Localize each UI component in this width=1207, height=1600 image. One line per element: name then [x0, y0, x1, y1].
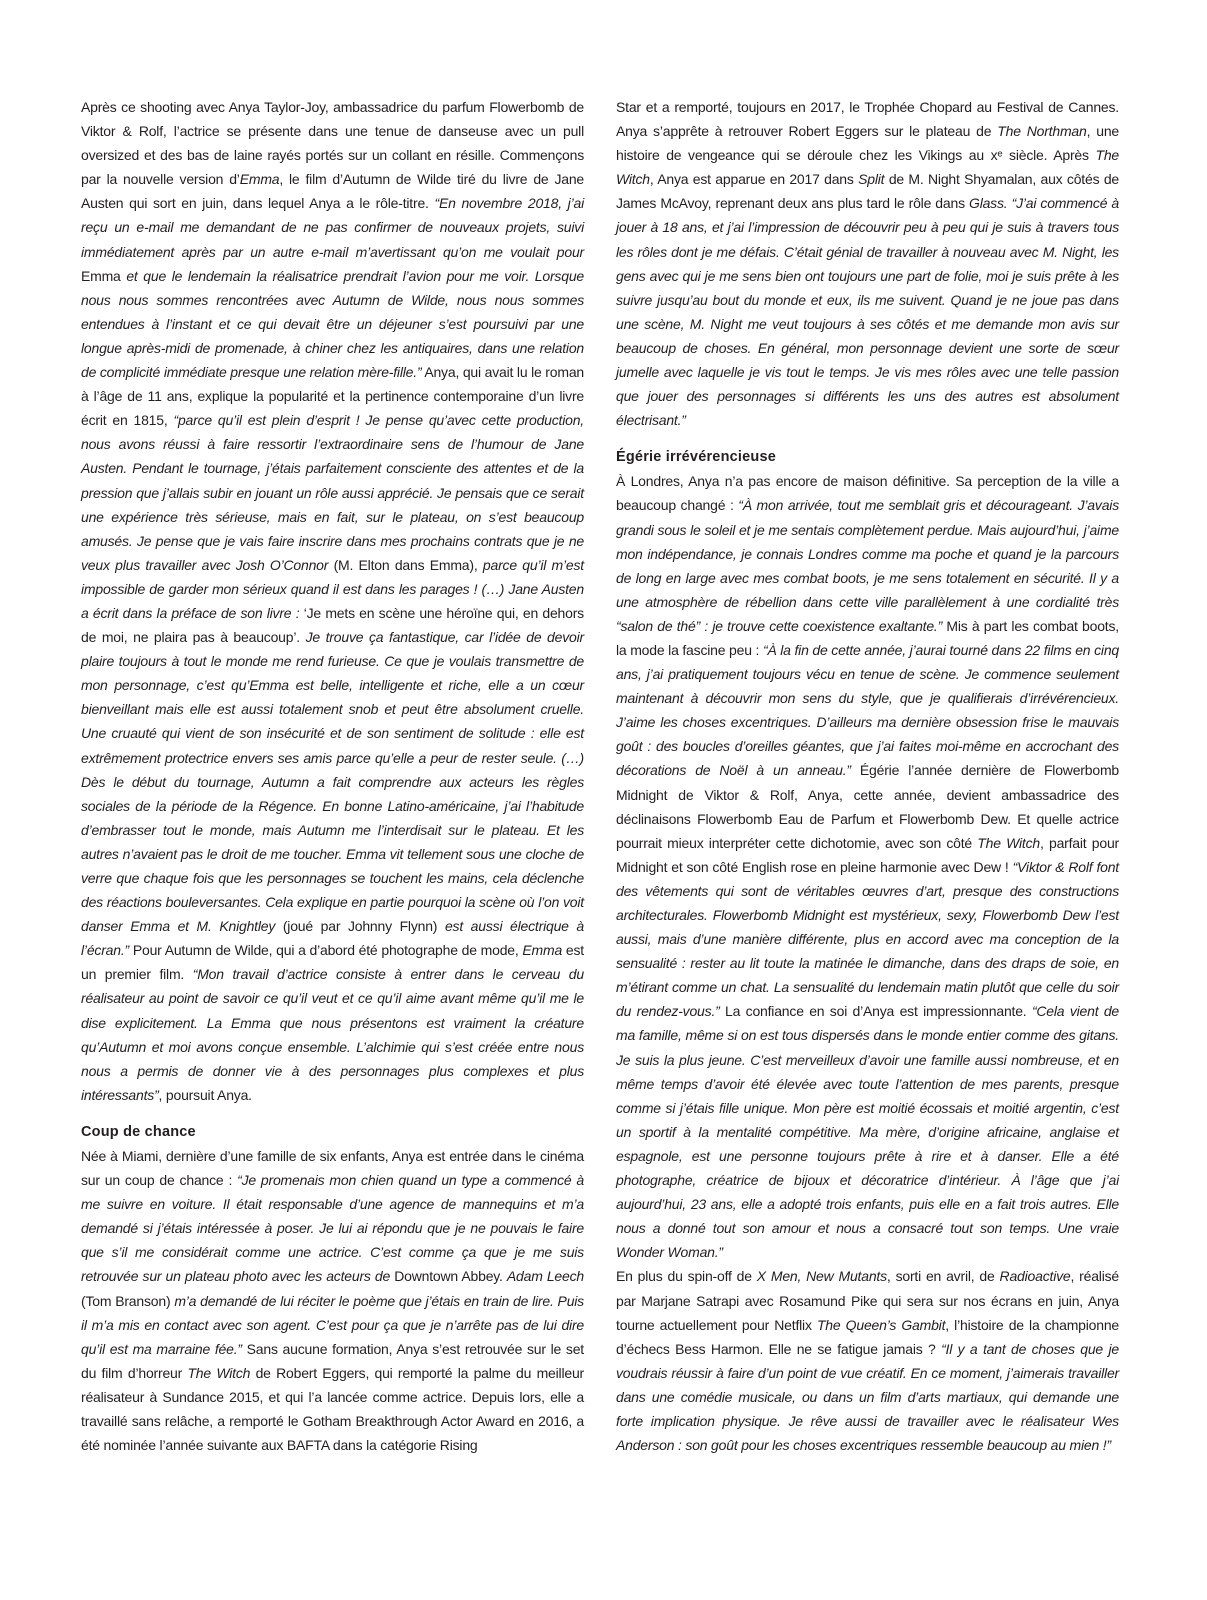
italic-quote-run: The Witch — [616, 147, 1119, 188]
section-heading: Égérie irrévérencieuse — [616, 449, 776, 466]
text-run: , Anya est apparue en 2017 dans — [649, 171, 859, 188]
italic-quote-run: X Men, New Mutants — [756, 1268, 887, 1285]
section-spacer — [81, 1107, 584, 1120]
italic-quote-run: “Il y a tant de choses que je voudrais réussir à faire d’un point de vue créatif. En ce moment, j’aimerais travailler dans une comédie musicale, ou dans un film d’arts martiaux, qui demande une forte implication physique. Je rêve aussi de travailler avec le réalisateur Wes Anderson : son goût pour les choses excentriques ressemble beaucoup au mien !” — [616, 1340, 1119, 1454]
italic-quote-run: “À la fin de cette année, j’aurai tourné dans 22 films en cinq ans, j’ai pratiquement toujours vécu en tenue de scène. Je commence seulement maintenant à découvrir mon sens du style, que je qualifierais d’irrévérencieux. J’aime les choses excentriques. D’ailleurs ma dernière obsession frise le mauvais goût : des boucles d’oreilles géantes, que j’ai faites moi-même en accrochant des décorations de Noël à un anneau.” — [616, 641, 1119, 779]
text-run: de Robert Eggers, qui remporté la palme du meilleur réalisateur à Sundance 2015, et qui l’a lancée comme actrice. Depuis lors, elle a travaillé sans relâche, a remporté le Gotham Breakthrough Actor Award en 2016, a été nominée l’année suivante aux BAFTA dans la catégorie Rising — [81, 1364, 584, 1454]
italic-quote-run: Split — [858, 171, 885, 188]
italic-quote-run: Je trouve ça fantastique, car l’idée de devoir plaire toujours à tout le monde me rend furieuse. Ce que je voulais transmettre de mon personnage, c’est qu’Emma est belle, intelligente et riche, elle a un cœur bienveillant mais elle est aussi totalement snob et peut être absolument cruelle. Une cruauté qui vient de son insécurité et de son sentiment de solitude : elle est extrêmement protectrice envers ses amis parce qu’elle a peur de rester seule. (…) Dès le début du tournage, Autumn a fait comprendre aux acteurs les règles sociales de la période de la Régence. En bonne Latino-américaine, j’ai l’habitude d’embrasser tout le monde, mais Autumn me l’interdisait sur le plateau. Et les autres n’avaient pas le droit de me toucher. Emma vit tellement sous une cloche de verre que chaque fois que les personnages se touchent les mains, cela déclenche des réactions bouleversantes. Cela explique en partie pourquoi la scène où l’on voit danser Emma et M. Knightley — [81, 629, 584, 935]
text-run: Star et a remporté, toujours en 2017, le Trophée Chopard au Festival de Cannes. Anya s’apprête à retrouver Robert Eggers sur le plateau de — [616, 99, 1119, 140]
article-paragraph — [616, 95, 1119, 432]
text-run: Anya, qui avait lu le roman à l’âge de 11 ans, explique la popularité et la pertinence contemporaine d’un livre écrit en 1815, — [81, 364, 584, 429]
italic-quote-run: “Viktor & Rolf font des vêtements qui sont de véritables œuvres d’art, presque des constructions architecturales. Flowerbomb Midnight est mystérieux, sexy, Flowerbomb Dew l’est aussi, mais d’une manière différente, plus en accord avec ma conception de la sensualité : rester au lit toute la matinée le dimanche, dans des draps de soie, en m’étirant comme un chat. La sensualité du lendemain matin plutôt que celle du soir du rendez-vous.” — [616, 858, 1119, 1020]
italic-quote-run: “Cela vient de ma famille, même si on est tous dispersés dans le monde entier comme des gitans. Je suis la plus jeune. C’est merveilleux d’avoir une famille aussi nombreuse, et en même temps d’avoir été élevée avec toute l’attention de mes parents, presque comme si j’étais fille unique. Mon père est moitié écossais et moitié argentin, c’est un sportif à la mentalité compétitive. Ma mère, d’origine africaine, anglaise et espagnole, est une personne toujours prête à rire et à danser. Elle a été photographe, créatrice de bijoux et décoratrice d’intérieur. À l’âge que j’ai aujourd’hui, 23 ans, elle a adopté trois enfants, puis elle en a fait trois autres. Elle nous a donné tout son amour et nous a consacré tout son temps. Une vraie Wonder Woman.” — [616, 1003, 1119, 1261]
italic-quote-run: Glass. “J’ai commencé à jouer à 18 ans, et j’ai l’impression de découvrir peu à peu qui je suis à travers tous les rôles dont je me défais. C’était génial de travailler à nouveau avec M. Night, les gens avec qui je me sens bien ont toujours une part de folie, moi je suis prête à les suivre jusqu’au bout du monde et eux, ils me suivent. Quand je ne joue pas dans une scène, M. Night me veut toujours à ses côtés et me demande mon avis sur beaucoup de choses. En général, mon personnage devient une sorte de sœur jumelle avec laquelle je vis tout le temps. Je vis mes rôles avec une telle passion que jouer des personnages si différents les uns des autres est absolument électrisant.” — [616, 195, 1119, 429]
text-run: , une histoire de vengeance qui se déroule chez les Vikings au xᵉ siècle. Après — [616, 123, 1119, 164]
text-run: est un premier film. — [81, 942, 584, 983]
article-paragraph — [81, 1144, 584, 1457]
text-run: , le film d’Autumn de Wilde tiré du livre de Jane Austen qui sort en juin, dans lequel Anya a le rôle-titre. — [81, 171, 584, 212]
text-run: Emma — [81, 267, 121, 284]
text-run: Sans aucune formation, Anya s’est retrouvée sur le set du film d’horreur — [81, 1340, 584, 1381]
text-run: , réalisé par Marjane Satrapi avec Rosamund Pike qui sera sur nos écrans en juin, Anya tourne actuellement pour Netflix — [616, 1268, 1119, 1333]
text-run: (Tom Branson) — [81, 1292, 175, 1309]
text-run: , sorti en avril, de — [886, 1268, 1000, 1285]
italic-quote-run: The Queen’s Gambit — [816, 1316, 946, 1333]
section-heading: Coup de chance — [81, 1123, 196, 1140]
italic-quote-run: est aussi électrique à l’écran.” — [81, 918, 584, 959]
text-run: La confiance en soi d’Anya est impressionnante. — [719, 1003, 1032, 1020]
text-run: Mis à part les combat boots, la mode la fascine peu : — [616, 617, 1119, 658]
text-run: (joué par Johnny Flynn) — [275, 918, 445, 935]
italic-quote-run: “Je promenais mon chien quand un type a commencé à me suivre en voiture. Il était responsable d’une agence de mannequins et m’a demandé si j’étais intéressée à poser. Je lui ai répondu que je ne pouvais le faire que s’il me considérait comme une actrice. C’est comme ça que je me suis retrouvée sur un plateau photo avec les acteurs de — [81, 1172, 585, 1285]
article-column-left — [81, 95, 584, 1457]
italic-quote-run: The Northman — [997, 123, 1087, 140]
article-paragraph — [616, 469, 1119, 1264]
article-paragraph — [616, 1264, 1119, 1457]
text-run: En plus du spin-off de — [616, 1268, 757, 1285]
italic-quote-run: The Witch — [187, 1364, 251, 1381]
text-run: , parfait pour Midnight et son côté English rose en pleine harmonie avec Dew ! — [616, 834, 1119, 875]
article-column-right — [616, 95, 1119, 1457]
italic-quote-run: “À mon arrivée, tout me semblait gris et décourageant. J’avais grandi sous le soleil et je me sentais complètement perdue. Mais aujourd’hui, j’aime mon indépendance, je connais Londres comme ma poche et quand je la parcours de long en large avec mes combat boots, je me sens totalement en sécurité. Il y a une atmosphère de rébellion dans cette ville parallèlement à une cordialité très “salon de thé” : je trouve cette coexistence exaltante.” — [616, 497, 1119, 634]
italic-quote-run: Emma — [239, 171, 280, 188]
text-run: Née à Miami, dernière d’une famille de six enfants, Anya est entrée dans le cinéma sur un coup de chance : — [81, 1147, 584, 1189]
text-run: Pour Autumn de Wilde, qui a d’abord été photographe de mode, — [129, 942, 523, 959]
text-run: Downtown Abbey. — [390, 1268, 507, 1285]
italic-quote-run: Adam Leech — [506, 1268, 584, 1285]
text-run: (M. Elton dans Emma), — [328, 556, 483, 573]
italic-quote-run: “En novembre 2018, j’ai reçu un e-mail me demandant de ne pas confirmer de nouveaux projets, suivi immédiatement après par un autre e-mail m’avertissant qu’on me voulait pour — [81, 195, 584, 260]
italic-quote-run: m’a demandé de lui réciter le poème que j’étais en train de lire. Puis il m’a mis en contact avec son agent. C’est pour ça que je n’arrête pas de lui dire qu’il est ma marraine fée.” — [81, 1292, 584, 1357]
italic-quote-run: parce qu’il m’est impossible de garder mon sérieux quand il est dans les parages ! (…) Jane Austen a écrit dans la préface de son livre : — [81, 556, 584, 621]
italic-quote-run: The Witch — [977, 834, 1040, 851]
text-run: , poursuit Anya. — [158, 1086, 252, 1103]
italic-quote-run: “Mon travail d’actrice consiste à entrer dans le cerveau du réalisateur au point de savoir ce qu’il veut et ce qu’il aime avant même qu’il me le dise explicitement. La Emma que nous présentons est vraiment la créature qu’Autumn et moi avons conçue ensemble. L’alchimie qui s’est créée entre nous nous a permis de donner vie à des personnages plus complexes et plus intéressants” — [81, 966, 584, 1103]
italic-quote-run: Radioactive — [999, 1268, 1071, 1285]
article-paragraph — [81, 95, 584, 1107]
text-run: Après ce shooting avec Anya Taylor-Joy, ambassadrice du parfum Flowerbomb de Viktor & Rolf, l’actrice se présente dans une tenue de danseuse avec un pull oversized et des bas de laine rayés portés sur un collant en résille. Commençons par la nouvelle version d’ — [81, 99, 584, 188]
section-spacer — [616, 432, 1119, 445]
text-run: de M. Night Shyamalan, aux côtés de James McAvoy, reprenant deux ans plus tard le rôle dans — [616, 171, 1119, 212]
italic-quote-run: “parce qu’il est plein d’esprit ! Je pense qu’avec cette production, nous avons réussi à faire ressortir l’extraordinaire sens de l’humour de Jane Austen. Pendant le tournage, j’étais parfaitement consciente des attentes et de la pression que j’allais subir en jouant un rôle aussi apprécié. Je pensais que ce serait une expérience très sérieuse, mais en fait, sur le plateau, on s’est beaucoup amusés. Je pense que je vais faire inscrire dans mes prochains contrats que je ne veux plus travailler avec Josh O’Connor — [81, 412, 584, 573]
italic-quote-run: et que le lendemain la réalisatrice prendrait l’avion pour me voir. Lorsque nous nous sommes rencontrées avec Autumn de Wilde, nous nous sommes entendues à l’instant et ce qui devait être un déjeuner s’est poursuivi par une longue après-midi de promenade, à chiner chez les antiquaires, dans une relation de complicité immédiate presque une relation mère-fille.” — [81, 267, 584, 381]
text-run: Égérie l’année dernière de Flowerbomb Midnight de Viktor & Rolf, Anya, cette année, devient ambassadrice des déclinaisons Flowerbomb Eau de Parfum et Flowerbomb Dew. Et quelle actrice pourrait mieux interpréter cette dichotomie, avec son côté — [616, 762, 1119, 851]
italic-quote-run: Emma — [522, 942, 563, 959]
text-run: À Londres, Anya n’a pas encore de maison définitive. Sa perception de la ville a beaucoup changé : — [616, 473, 1119, 514]
text-run: ‘Je mets en scène une héroïne qui, en dehors de moi, ne plaira pas à beaucoup’. — [81, 604, 584, 646]
text-run: , l’histoire de la championne d’échecs Bess Harmon. Elle ne se fatigue jamais ? — [616, 1316, 1120, 1357]
